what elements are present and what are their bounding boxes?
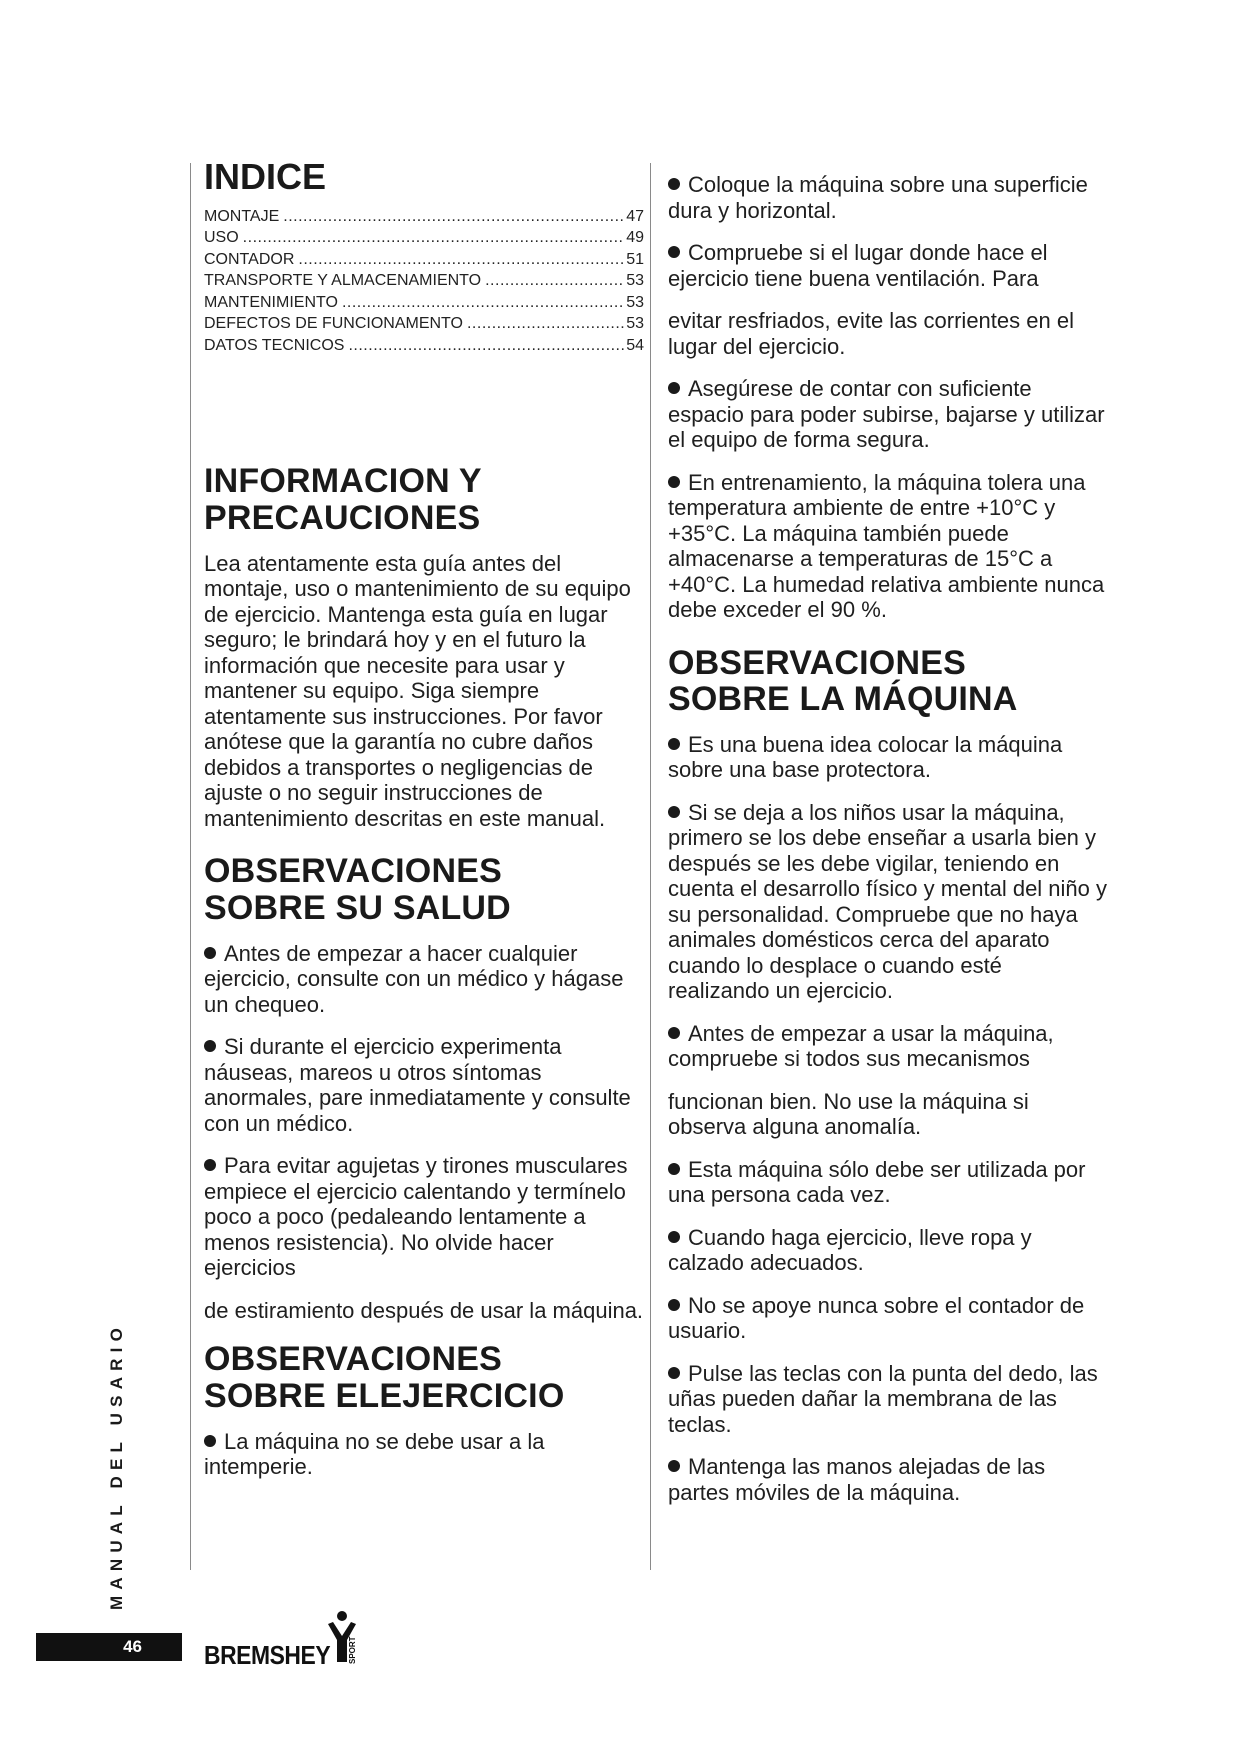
health-bullet: Si durante el ejercicio experimenta náuseas, mareos u otros síntomas anormales, pare inmediatamente y consulte con un médico. <box>204 1034 631 1136</box>
bullet-icon <box>668 738 680 750</box>
toc-page: 53 <box>626 293 644 311</box>
toc-page: 53 <box>626 272 644 290</box>
toc-leader <box>243 227 625 249</box>
bullet-icon <box>204 1159 216 1171</box>
toc-label: CONTADOR <box>204 250 295 268</box>
machine-bullet: Es una buena idea colocar la máquina sobre una base protectora. <box>668 731 1063 783</box>
bullet-icon <box>668 1367 680 1379</box>
bullet-icon <box>668 1231 680 1243</box>
info-heading-line2: PRECAUCIONES <box>204 499 481 538</box>
bullet-icon <box>668 806 680 818</box>
toc-label: MANTENIMIENTO <box>204 293 338 311</box>
machine-heading-line1: OBSERVACIONES <box>668 643 966 682</box>
machine-heading <box>668 645 1108 718</box>
brand-figure-icon <box>325 1610 371 1668</box>
machine-bullet: Cuando haga ejercicio, lleve ropa y calzado adecuados. <box>668 1224 1032 1276</box>
exercise-bullet: Coloque la máquina sobre una superficie dura y horizontal. <box>668 172 1088 223</box>
bullet-icon <box>668 246 680 258</box>
machine-continuation: funcionan bien. No use la máquina si observa alguna anomalía. <box>668 1088 1029 1140</box>
left-column <box>204 158 644 1480</box>
toc-item[interactable] <box>204 292 644 314</box>
exercise-heading-line1: OBSERVACIONES <box>204 1340 502 1379</box>
exercise-heading <box>204 1341 644 1414</box>
health-heading <box>204 853 644 926</box>
toc-page: 54 <box>626 336 644 354</box>
right-column <box>668 172 1108 1505</box>
column-divider-center <box>650 163 651 1570</box>
toc-label: MONTAJE <box>204 207 280 225</box>
toc-label: DATOS TECNICOS <box>204 336 345 354</box>
toc-item[interactable] <box>204 335 644 357</box>
brand-sub: SPORT <box>348 1636 358 1664</box>
bullet-icon <box>668 1163 680 1175</box>
health-heading-line2: SOBRE SU SALUD <box>204 888 511 927</box>
toc-page: 51 <box>626 250 644 268</box>
bullet-icon <box>668 1299 680 1311</box>
info-paragraph: Lea atentamente esta guía antes del montaje, uso o mantenimiento de su equipo de ejercicio. Mantenga esta guía en lugar seguro; le brindará hoy y en el futuro la información que necesite para usar y mantener su equipo. Siga siempre atentamente sus instrucciones. Por favor anótese que la garantía no cubre daños debidos a transportes o negligencias de ajuste o no seguir instrucciones de mantenimiento descritas en este manual. <box>204 550 631 831</box>
toc-leader <box>342 292 624 314</box>
toc-leader <box>485 270 624 292</box>
index-title: INDICE <box>204 156 327 197</box>
toc-item[interactable] <box>204 227 644 249</box>
page-number: 46 <box>36 1633 182 1661</box>
toc-leader <box>298 249 624 271</box>
machine-bullet: Pulse las teclas con la punta del dedo, las uñas pueden dañar la membrana de las teclas. <box>668 1360 1098 1437</box>
brand-logo <box>204 1610 371 1668</box>
toc-label: USO <box>204 229 239 247</box>
column-divider-left <box>190 163 191 1570</box>
bullet-icon <box>668 382 680 394</box>
machine-bullet: Mantenga las manos alejadas de las partes móviles de la máquina. <box>668 1454 1046 1505</box>
bullet-icon <box>668 476 680 488</box>
health-heading-line1: OBSERVACIONES <box>204 852 502 891</box>
toc-leader <box>348 335 624 357</box>
exercise-continuation: evitar resfriados, evite las corrientes en el lugar del ejercicio. <box>668 308 1074 359</box>
exercise-bullet: La máquina no se debe usar a la intemperie. <box>204 1428 545 1480</box>
bullet-icon <box>668 1027 680 1039</box>
toc-page: 47 <box>626 207 644 225</box>
health-bullet: Para evitar agujetas y tirones musculares empiece el ejercicio calentando y termínelo poco a poco (pedaleando lentamente a menos resistencia). No olvide hacer ejercicios <box>204 1153 628 1281</box>
toc-page: 53 <box>626 315 644 333</box>
bullet-icon <box>204 1435 216 1447</box>
exercise-bullet: Compruebe si el lugar donde hace el ejercicio tiene buena ventilación. Para <box>668 240 1048 291</box>
health-continuation: de estiramiento después de usar la máquina. <box>204 1297 644 1323</box>
machine-bullet: Si se deja a los niños usar la máquina, primero se los debe enseñar a usarla bien y después se les debe vigilar, teniendo en cuenta el desarrollo físico y mental del niño y su personalidad. Compruebe que no haya animales domésticos cerca del aparato cuando lo desplace o cuando esté realizando un ejercicio. <box>668 799 1108 1004</box>
machine-bullet: No se apoye nunca sobre el contador de usuario. <box>668 1292 1085 1344</box>
toc-item[interactable] <box>204 249 644 271</box>
bullet-icon <box>668 1460 680 1472</box>
info-heading-line1: INFORMACION Y <box>204 462 482 501</box>
toc-leader <box>283 206 624 228</box>
machine-bullet: Esta máquina sólo debe ser utilizada por una persona cada vez. <box>668 1156 1086 1208</box>
toc-leader <box>467 313 624 335</box>
toc-item[interactable] <box>204 206 644 228</box>
toc-item[interactable] <box>204 313 644 335</box>
bullet-icon <box>668 178 680 190</box>
brand-name: BREMSHEY <box>204 1640 331 1670</box>
table-of-contents <box>204 206 644 357</box>
bullet-icon <box>204 947 216 959</box>
toc-label: TRANSPORTE Y ALMACENAMIENTO <box>204 272 482 290</box>
machine-heading-line2: SOBRE LA MÁQUINA <box>668 680 1018 719</box>
exercise-heading-line2: SOBRE ELEJERCICIO <box>204 1376 565 1415</box>
manual-side-label: MANUAL DEL USARIO <box>107 1321 126 1610</box>
info-heading <box>204 463 644 536</box>
exercise-bullet: En entrenamiento, la máquina tolera una temperatura ambiente de entre +10°C y +35°C. La máquina también puede almacenarse a temperaturas de 15°C a +40°C. La humedad relativa ambiente nunca debe exceder el 90 %. <box>668 469 1105 622</box>
health-bullet: Antes de empezar a hacer cualquier ejercicio, consulte con un médico y hágase un chequeo. <box>204 940 624 1017</box>
exercise-bullet: Asegúrese de contar con suficiente espacio para poder subirse, bajarse y utilizar el equipo de forma segura. <box>668 376 1105 452</box>
toc-item[interactable] <box>204 270 644 292</box>
toc-page: 49 <box>626 229 644 247</box>
machine-bullet: Antes de empezar a usar la máquina, compruebe si todos sus mecanismos <box>668 1020 1054 1072</box>
bullet-icon <box>204 1040 216 1052</box>
toc-label: DEFECTOS DE FUNCIONAMENTO <box>204 315 463 333</box>
